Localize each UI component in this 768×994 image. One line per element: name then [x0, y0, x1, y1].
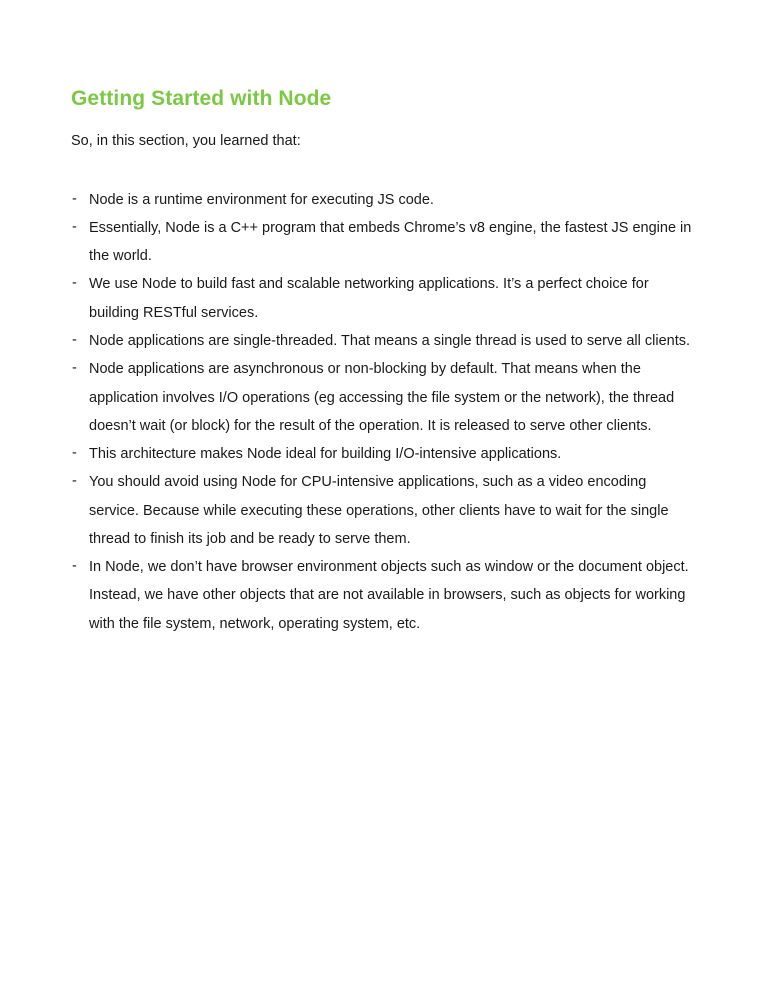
summary-bullet-list — [71, 186, 696, 638]
list-item — [71, 214, 696, 271]
list-item-text: Node applications are asynchronous or non-blocking by default. That means when the application involves I/O operations (eg accessing the file system or the network), the thread doesn’t wait (or block) for the result of the operation. It is released to serve other clients. — [89, 361, 675, 434]
list-item — [71, 270, 696, 327]
bullet-marker-icon: - — [72, 218, 77, 235]
list-item-text: You should avoid using Node for CPU-intensive applications, such as a video encoding service. Because while executing these operations, other clients have to wait for the single thread to finish its job and be ready to serve them. — [89, 474, 669, 547]
intro-paragraph: So, in this section, you learned that: — [71, 133, 301, 150]
list-item-text: Node is a runtime environment for executing JS code. — [89, 191, 434, 208]
bullet-marker-icon: - — [72, 473, 77, 490]
list-item — [71, 186, 696, 214]
list-item — [71, 440, 696, 468]
list-item-text: Essentially, Node is a C++ program that embeds Chrome’s v8 engine, the fastest JS engine in the world. — [89, 219, 692, 265]
list-item — [71, 355, 696, 440]
list-item — [71, 468, 696, 553]
bullet-marker-icon: - — [72, 190, 77, 207]
list-item-text: This architecture makes Node ideal for building I/O-intensive applications. — [89, 446, 562, 463]
list-item-text: Node applications are single-threaded. That means a single thread is used to serve all clients. — [89, 332, 691, 349]
list-item-text: In Node, we don’t have browser environment objects such as window or the document object. Instead, we have other objects that are not available in browsers, such as objects for working with the file system, network, operating system, etc. — [89, 559, 689, 632]
bullet-marker-icon: - — [72, 558, 77, 575]
bullet-marker-icon: - — [72, 360, 77, 377]
bullet-marker-icon: - — [72, 275, 77, 292]
page-title: Getting Started with Node — [71, 87, 332, 110]
bullet-marker-icon: - — [72, 331, 77, 348]
list-item — [71, 327, 696, 355]
bullet-marker-icon: - — [72, 445, 77, 462]
list-item — [71, 553, 696, 638]
list-item-text: We use Node to build fast and scalable networking applications. It’s a perfect choice for building RESTful services. — [89, 276, 649, 321]
